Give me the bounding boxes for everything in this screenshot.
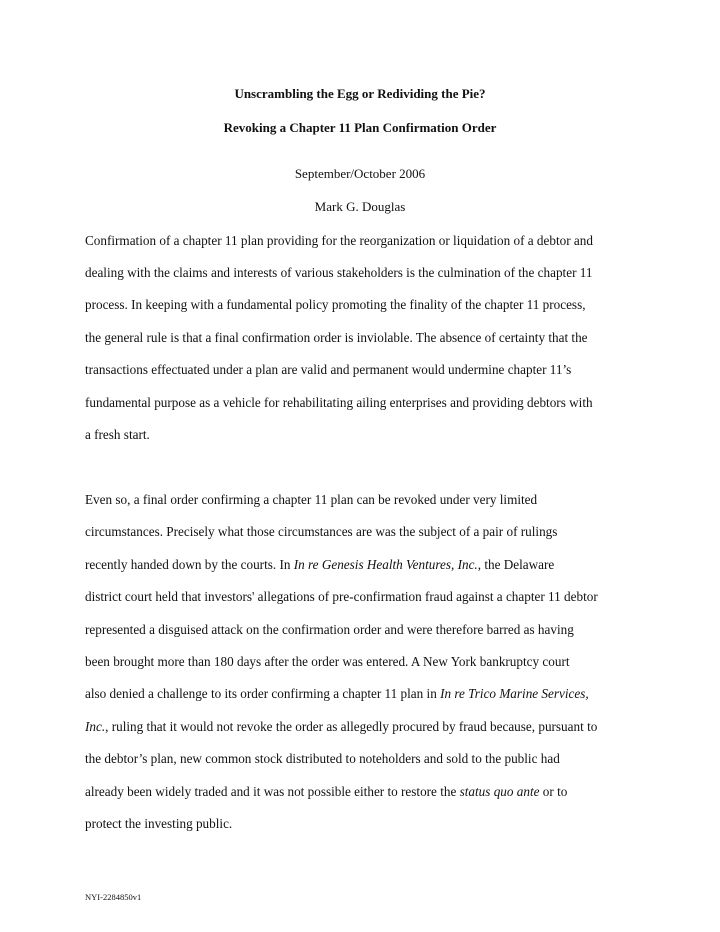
paragraph-2-line [85,719,597,735]
text-run: recently handed down by the courts. In [85,557,294,572]
paragraph-1-line: the general rule is that a final confirmation order is inviolable. The absence of certainty that the [85,330,588,345]
paragraph-2-line [85,557,554,573]
document-author: Mark G. Douglas [314,199,406,214]
paragraph-2-line: circumstances. Precisely what those circumstances are was the subject of a pair of rulings [85,524,558,539]
paragraph-1-line: process. In keeping with a fundamental policy promoting the finality of the chapter 11 process, [85,297,586,312]
paragraph-2-line: district court held that investors' allegations of pre-confirmation fraud against a chapter 11 debtor [85,589,598,604]
paragraph-2-line: been brought more than 180 days after the order was entered. A New York bankruptcy court [85,654,570,669]
text-run: , ruling that it would not revoke the order as allegedly procured by fraud because, pursuant to [105,719,598,734]
text-run: or to [539,784,568,799]
paragraph-2-line: the debtor’s plan, new common stock distributed to noteholders and sold to the public had [85,751,560,766]
paragraph-1-line: Confirmation of a chapter 11 plan providing for the reorganization or liquidation of a debtor and [85,233,593,248]
text-run: also denied a challenge to its order confirming a chapter 11 plan in [85,686,441,701]
paragraph-1-line: transactions effectuated under a plan are valid and permanent would undermine chapter 11’s [85,362,572,377]
text-run: , the Delaware [477,557,555,572]
paragraph-2-line: represented a disguised attack on the confirmation order and were therefore barred as having [85,622,574,637]
document-title: Unscrambling the Egg or Redividing the Pie? [234,86,486,101]
text-run: already been widely traded and it was not possible either to restore the [85,784,460,799]
paragraph-1-line: a fresh start. [85,427,150,442]
paragraph-2-line [85,784,567,800]
case-name-genesis: In re Genesis Health Ventures, Inc. [293,557,478,572]
case-name-trico: In re Trico Marine Services, [440,686,589,701]
paragraph-1-line: fundamental purpose as a vehicle for rehabilitating ailing enterprises and providing debtors with [85,395,593,410]
document-subtitle: Revoking a Chapter 11 Plan Confirmation Order [223,120,497,135]
document-footer-id: NYI-2284850v1 [85,892,142,902]
document-date: September/October 2006 [294,166,426,181]
paragraph-2-line [85,686,589,702]
paragraph-1-line: dealing with the claims and interests of various stakeholders is the culmination of the chapter 11 [85,265,593,280]
paragraph-2-line: protect the investing public. [85,816,233,831]
paragraph-2-line: Even so, a final order confirming a chapter 11 plan can be revoked under very limited [85,492,538,507]
case-name-trico-cont: Inc. [85,719,106,734]
latin-phrase: status quo ante [459,784,540,799]
